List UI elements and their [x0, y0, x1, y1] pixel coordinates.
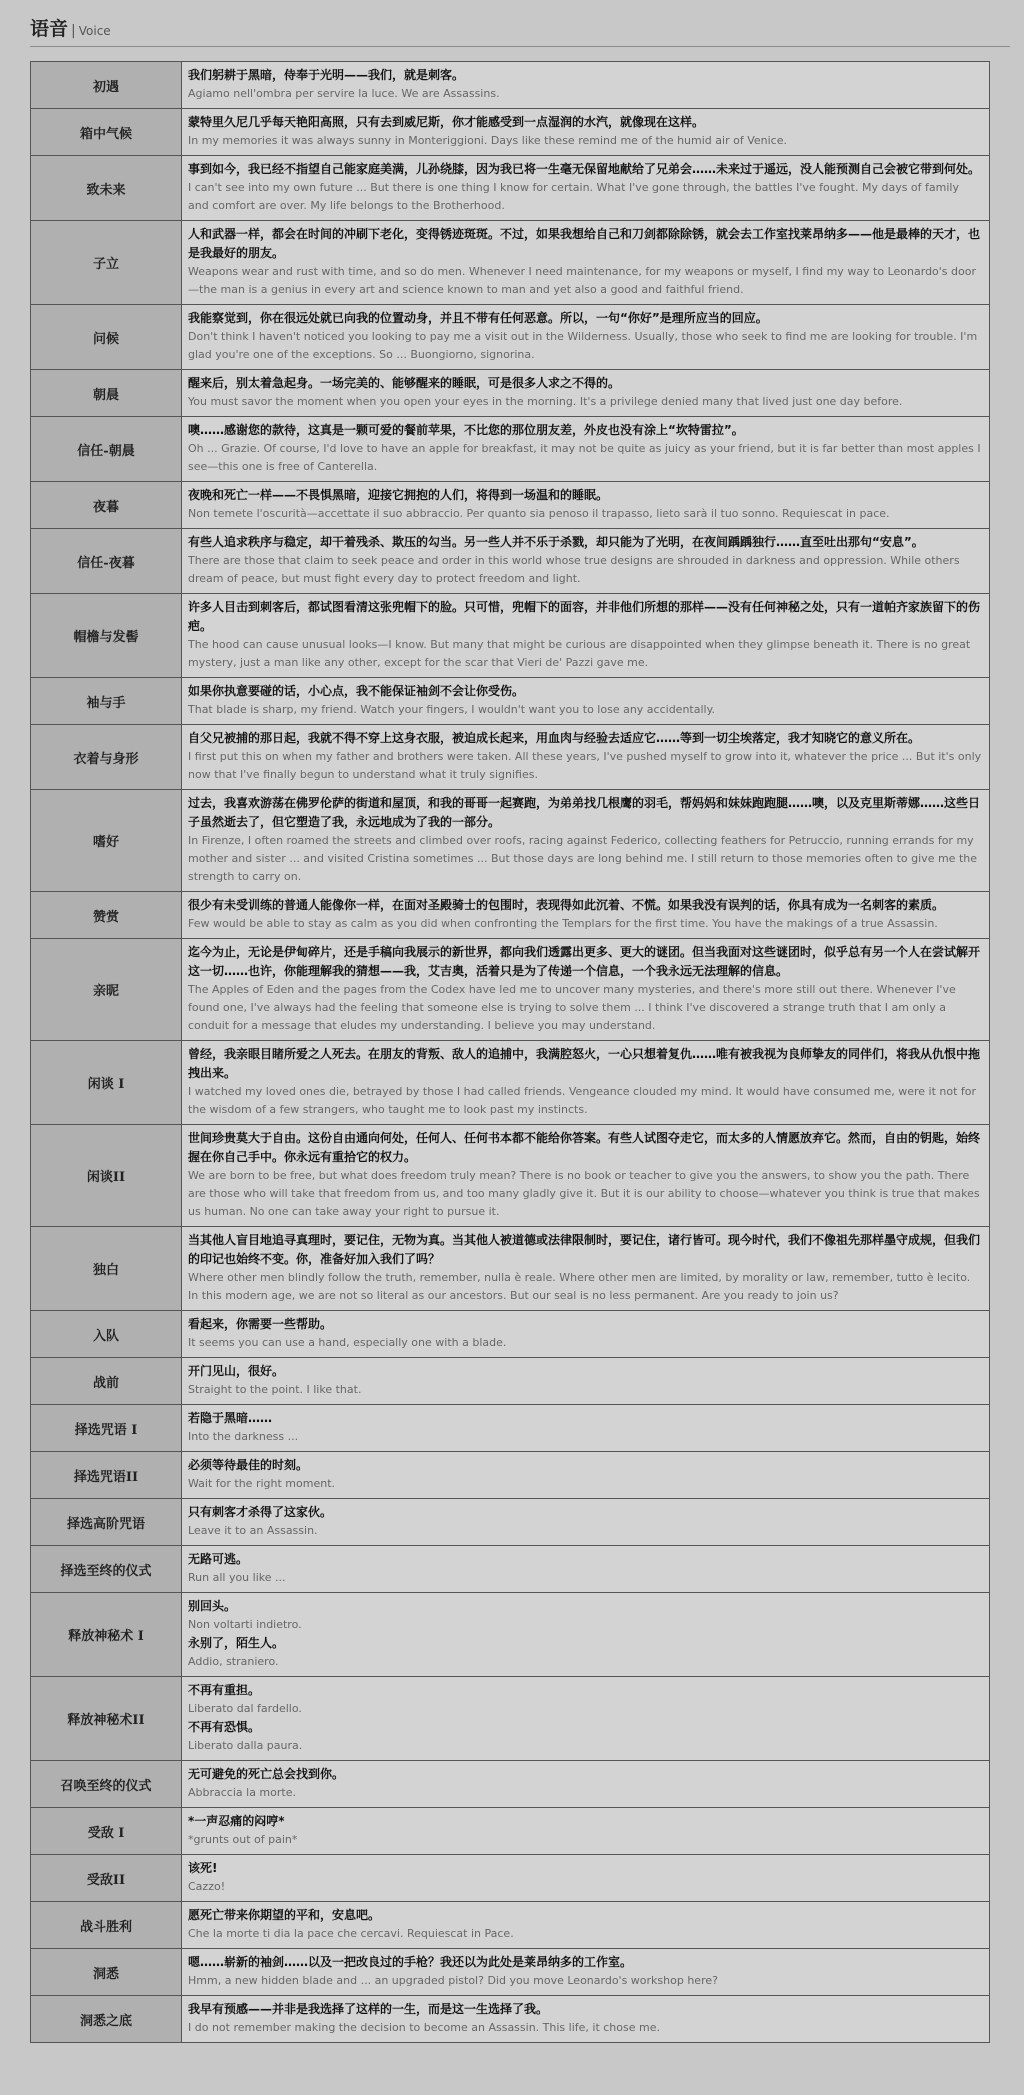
voice-row [31, 1125, 990, 1227]
voice-line-en: It seems you can use a hand, especially one with a blade. [188, 1336, 507, 1349]
voice-line-zh: 有些人追求秩序与稳定，却干着残杀、欺压的勾当。另一些人并不乐于杀戮，却只能为了光明，在夜间踽踽独行……直至吐出那句“安息”。 [188, 535, 924, 549]
voice-content [182, 1949, 990, 1996]
voice-row [31, 1546, 990, 1593]
voice-line-en: Into the darkness ... [188, 1430, 299, 1443]
voice-line-zh: 我能察觉到，你在很远处就已向我的位置动身，并且不带有任何恶意。所以，一句“你好”是理所应当的回应。 [188, 311, 768, 325]
voice-row [31, 221, 990, 305]
voice-line-zh: 别回头。 [188, 1599, 237, 1613]
voice-line-zh: 很少有未受训练的普通人能像你一样，在面对圣殿骑士的包围时，表现得如此沉着、不慌。如果我没有误判的话，你具有成为一名刺客的素质。 [188, 898, 945, 912]
voice-row [31, 1041, 990, 1125]
voice-row [31, 1677, 990, 1761]
voice-content [182, 1761, 990, 1808]
voice-row [31, 892, 990, 939]
voice-content [182, 370, 990, 417]
voice-content [182, 482, 990, 529]
voice-line-en: I watched my loved ones die, betrayed by those I had called friends. Vengeance clouded my mind. It would have consumed me, were it not for the wisdom of a few strangers, who taught me to look past my instincts. [188, 1085, 977, 1116]
voice-label: 问候 [31, 305, 182, 370]
voice-row [31, 1808, 990, 1855]
voice-label: 箱中气候 [31, 109, 182, 156]
voice-label: 受敌II [31, 1855, 182, 1902]
voice-row [31, 725, 990, 790]
voice-line-zh: 愿死亡带来你期望的平和，安息吧。 [188, 1908, 381, 1922]
voice-label: 洞悉 [31, 1949, 182, 1996]
voice-row [31, 1452, 990, 1499]
voice-content [182, 1041, 990, 1125]
voice-label: 夜暮 [31, 482, 182, 529]
voice-label: 信任-夜暮 [31, 529, 182, 594]
voice-content [182, 1405, 990, 1452]
voice-content [182, 1311, 990, 1358]
section-header [30, 8, 1010, 47]
voice-content [182, 109, 990, 156]
voice-content [182, 594, 990, 678]
section-title-en: Voice [78, 24, 111, 38]
voice-row [31, 1996, 990, 2043]
voice-line-en: In my memories it was always sunny in Monteriggioni. Days like these remind me of the humid air of Venice. [188, 134, 787, 147]
voice-line-en: Don't think I haven't noticed you looking to pay me a visit out in the Wilderness. Usually, those who seek to find me are looking for trouble. I'm glad you're one of the exceptions. So ... Buongiorno, signorina. [188, 330, 978, 361]
voice-line-zh: 醒来后，别太着急起身。一场完美的、能够醒来的睡眠，可是很多人求之不得的。 [188, 376, 621, 390]
voice-line-zh: 曾经，我亲眼目睹所爱之人死去。在朋友的背叛、敌人的追捕中，我满腔怒火，一心只想着复仇……唯有被我视为良师挚友的同伴们，将我从仇恨中拖拽出来。 [188, 1047, 981, 1080]
voice-label: 战前 [31, 1358, 182, 1405]
voice-line-en: You must savor the moment when you open your eyes in the morning. It's a privilege denied many that lived just one day before. [188, 395, 903, 408]
voice-row [31, 109, 990, 156]
voice-line-en: Agiamo nell'ombra per servire la luce. We are Assassins. [188, 87, 500, 100]
voice-line-en: The hood can cause unusual looks—I know. But many that might be curious are disappointed when they glimpse beneath it. There is no great mystery, just a man like any other, except for the scar that Vieri de' Pazzi gave me. [188, 638, 971, 669]
voice-label: 战斗胜利 [31, 1902, 182, 1949]
voice-content [182, 1358, 990, 1405]
voice-line-zh: 夜晚和死亡一样——不畏惧黑暗，迎接它拥抱的人们，将得到一场温和的睡眠。 [188, 488, 609, 502]
voice-row [31, 1311, 990, 1358]
section-title-zh: 语音 [30, 18, 69, 40]
voice-table [30, 61, 990, 2043]
voice-line-en: Oh ... Grazie. Of course, I'd love to have an apple for breakfast, it may not be quite as juicy as your friend, but it is far better than most apples I see—this one is free of Canterella. [188, 442, 981, 473]
voice-line-en: We are born to be free, but what does freedom truly mean? There is no book or teacher to give you the answers, to show you the path. There are those who will take that freedom from us, and too many gladly give it. But it is our ability to choose—whatever you think is true that makes us human. No one can take away your right to pursue it. [188, 1169, 980, 1218]
voice-label: 闲谈 I [31, 1041, 182, 1125]
voice-line-en: The Apples of Eden and the pages from the Codex have led me to uncover many mysteries, and there's more still out there. Whenever I've found one, I've always had the feeling that someone else is trying to solve them ... I think I've discovered a strange truth that I am only a conduit for a message that eludes my understanding. I believe you may understand. [188, 983, 956, 1032]
voice-line-zh: 不再有重担。 [188, 1683, 261, 1697]
voice-label: 子立 [31, 221, 182, 305]
voice-line-zh: 该死! [188, 1861, 218, 1875]
voice-line-zh: 迄今为止，无论是伊甸碎片，还是手稿向我展示的新世界，都向我们透露出更多、更大的谜团。但当我面对这些谜团时，似乎总有另一个人在尝试解开这一切……也许，你能理解我的猜想——我，艾吉奥，活着只是为了传递一个信息，一个我永远无法理解的信息。 [188, 945, 981, 978]
voice-line-zh: 蒙特里久尼几乎每天艳阳高照，只有去到威尼斯，你才能感受到一点湿润的水汽，就像现在这样。 [188, 115, 705, 129]
voice-row [31, 156, 990, 221]
voice-row [31, 1405, 990, 1452]
voice-label: 召唤至终的仪式 [31, 1761, 182, 1808]
voice-line-en: Che la morte ti dia la pace che cercavi. Requiescat in Pace. [188, 1927, 514, 1940]
voice-label: 释放神秘术 I [31, 1593, 182, 1677]
voice-content [182, 1996, 990, 2043]
voice-line-zh: 必须等待最佳的时刻。 [188, 1458, 309, 1472]
title-separator: | [71, 23, 76, 39]
voice-label: 帽檐与发髻 [31, 594, 182, 678]
voice-line-en: I do not remember making the decision to become an Assassin. This life, it chose me. [188, 2021, 660, 2034]
voice-label: 袖与手 [31, 678, 182, 725]
voice-label: 择选咒语 I [31, 1405, 182, 1452]
voice-row [31, 62, 990, 109]
voice-line-en: Liberato dal fardello. [188, 1702, 302, 1715]
voice-row [31, 594, 990, 678]
voice-line-en: Weapons wear and rust with time, and so do men. Whenever I need maintenance, for my weapons or myself, I find my way to Leonardo's door—the man is a genius in every art and science known to man and yet also a good and faithful friend. [188, 265, 977, 296]
voice-line-en: There are those that claim to seek peace and order in this world whose true designs are shrouded in darkness and oppression. While others dream of peace, but must fight every day to protect freedom and light. [188, 554, 960, 585]
voice-line-zh: 世间珍贵莫大于自由。这份自由通向何处，任何人、任何书本都不能给你答案。有些人试图夺走它，而太多的人情愿放弃它。然而，自由的钥匙，始终握在你自己手中。你永远有重拾它的权力。 [188, 1131, 981, 1164]
voice-line-en: Hmm, a new hidden blade and ... an upgraded pistol? Did you move Leonardo's workshop here? [188, 1974, 718, 1987]
voice-line-zh: 人和武器一样，都会在时间的冲刷下老化，变得锈迹斑斑。不过，如果我想给自己和刀剑都除除锈，就会去工作室找莱昂纳多——他是最棒的天才，也是我最好的朋友。 [188, 227, 981, 260]
voice-line-zh: 嗯……崭新的袖剑……以及一把改良过的手枪？我还以为此处是莱昂纳多的工作室。 [188, 1955, 633, 1969]
voice-row [31, 1902, 990, 1949]
voice-content [182, 939, 990, 1041]
voice-content [182, 62, 990, 109]
voice-label: 闲谈II [31, 1125, 182, 1227]
voice-content [182, 305, 990, 370]
voice-row [31, 1358, 990, 1405]
voice-line-en: Wait for the right moment. [188, 1477, 336, 1490]
voice-line-zh: 噢……感谢您的款待，这真是一颗可爱的餐前苹果，不比您的那位朋友差，外皮也没有涂上“坎特雷拉”。 [188, 423, 744, 437]
voice-line-zh: 开门见山，很好。 [188, 1364, 285, 1378]
voice-label: 赞赏 [31, 892, 182, 939]
voice-line-en: In Firenze, I often roamed the streets and climbed over roofs, racing against Federico, collecting feathers for Petruccio, running errands for my mother and sister ... and visited Cristina sometimes ... But those days are long behind me. I still return to those memories often to give me the strength to carry on. [188, 834, 977, 883]
voice-label: 亲昵 [31, 939, 182, 1041]
voice-content [182, 1125, 990, 1227]
voice-row [31, 482, 990, 529]
voice-line-zh: 当其他人盲目地追寻真理时，要记住，无物为真。当其他人被道德或法律限制时，要记住，诸行皆可。现今时代，我们不像祖先那样墨守成规，但我们的印记也始终不变。你，准备好加入我们了吗？ [188, 1233, 981, 1266]
voice-content [182, 1902, 990, 1949]
voice-label: 信任-朝晨 [31, 417, 182, 482]
voice-line-zh: 我早有预感——并非是我选择了这样的一生，而是这一生选择了我。 [188, 2002, 549, 2016]
voice-row [31, 1593, 990, 1677]
voice-content [182, 1593, 990, 1677]
voice-line-zh: *一声忍痛的闷哼* [188, 1814, 285, 1828]
voice-row [31, 1949, 990, 1996]
voice-row [31, 1499, 990, 1546]
voice-label: 朝晨 [31, 370, 182, 417]
voice-line-zh: 不再有恐惧。 [188, 1720, 261, 1734]
voice-label: 择选高阶咒语 [31, 1499, 182, 1546]
voice-row [31, 1761, 990, 1808]
voice-content [182, 725, 990, 790]
voice-row [31, 790, 990, 892]
voice-line-en: I can't see into my own future ... But there is one thing I know for certain. What I've gone through, the battles I've fought. My days of family and comfort are over. My life belongs to the Brotherhood. [188, 181, 959, 212]
voice-line-en: Cazzo! [188, 1880, 226, 1893]
voice-row [31, 417, 990, 482]
voice-content [182, 529, 990, 594]
voice-label: 致未来 [31, 156, 182, 221]
voice-content [182, 678, 990, 725]
voice-line-en: Where other men blindly follow the truth, remember, nulla è reale. Where other men are limited, by morality or law, remember, tutto è lecito. In this modern age, we are not so literal as our ancestors. But our seal is no less permanent. Are you ready to join us? [188, 1271, 971, 1302]
voice-label: 嗜好 [31, 790, 182, 892]
voice-content [182, 1808, 990, 1855]
voice-label: 择选咒语II [31, 1452, 182, 1499]
voice-line-zh: 许多人目击到刺客后，都试图看清这张兜帽下的脸。只可惜，兜帽下的面容，并非他们所想的那样——没有任何神秘之处，只有一道帕齐家族留下的伤疤。 [188, 600, 981, 633]
voice-line-en: Liberato dalla paura. [188, 1739, 303, 1752]
voice-row [31, 370, 990, 417]
voice-line-zh: 看起来，你需要一些帮助。 [188, 1317, 333, 1331]
voice-line-en: Non voltarti indietro. [188, 1618, 302, 1631]
voice-row [31, 1855, 990, 1902]
voice-line-zh: 无路可逃。 [188, 1552, 249, 1566]
voice-label: 受敌 I [31, 1808, 182, 1855]
voice-line-en: *grunts out of pain* [188, 1833, 298, 1846]
voice-content [182, 1499, 990, 1546]
voice-content [182, 1677, 990, 1761]
voice-line-en: That blade is sharp, my friend. Watch your fingers, I wouldn't want you to lose any accidentally. [188, 703, 716, 716]
voice-content [182, 1546, 990, 1593]
voice-line-en: Non temete l'oscurità—accettate il suo abbraccio. Per quanto sia penoso il trapasso, lieto sarà il tuo sonno. Requiescat in pace. [188, 507, 890, 520]
voice-label: 入队 [31, 1311, 182, 1358]
voice-content [182, 1227, 990, 1311]
voice-label: 释放神秘术II [31, 1677, 182, 1761]
voice-row [31, 939, 990, 1041]
voice-row [31, 678, 990, 725]
voice-line-en: Abbraccia la morte. [188, 1786, 296, 1799]
voice-line-zh: 若隐于黑暗…… [188, 1411, 273, 1425]
voice-line-zh: 自父兄被捕的那日起，我就不得不穿上这身衣服，被迫成长起来，用血肉与经验去适应它……等到一切尘埃落定，我才知晓它的意义所在。 [188, 731, 921, 745]
voice-label: 洞悉之底 [31, 1996, 182, 2043]
voice-content [182, 221, 990, 305]
voice-content [182, 1855, 990, 1902]
voice-line-en: I first put this on when my father and brothers were taken. All these years, I've pushed myself to grow into it, whatever the price ... But it's only now that I've finally begun to understand what it truly signifies. [188, 750, 982, 781]
voice-line-en: Few would be able to stay as calm as you did when confronting the Templars for the first time. You have the makings of a true Assassin. [188, 917, 938, 930]
voice-line-zh: 如果你执意要碰的话，小心点，我不能保证袖剑不会让你受伤。 [188, 684, 525, 698]
voice-line-zh: 无可避免的死亡总会找到你。 [188, 1767, 345, 1781]
voice-line-zh: 事到如今，我已经不指望自己能家庭美满，儿孙绕膝，因为我已将一生毫无保留地献给了兄弟会……未来过于遥远，没人能预测自己会被它带到何处。 [188, 162, 981, 176]
voice-label: 独白 [31, 1227, 182, 1311]
voice-label: 择选至终的仪式 [31, 1546, 182, 1593]
voice-line-en: Straight to the point. I like that. [188, 1383, 362, 1396]
voice-content [182, 1452, 990, 1499]
voice-content [182, 417, 990, 482]
voice-line-zh: 我们躬耕于黑暗，侍奉于光明——我们，就是刺客。 [188, 68, 465, 82]
voice-row [31, 305, 990, 370]
voice-line-en: Addio, straniero. [188, 1655, 279, 1668]
voice-line-en: Leave it to an Assassin. [188, 1524, 318, 1537]
voice-content [182, 892, 990, 939]
voice-line-en: Run all you like ... [188, 1571, 286, 1584]
voice-row [31, 1227, 990, 1311]
voice-label: 衣着与身形 [31, 725, 182, 790]
voice-row [31, 529, 990, 594]
voice-line-zh: 只有刺客才杀得了这家伙。 [188, 1505, 333, 1519]
voice-content [182, 156, 990, 221]
voice-label: 初遇 [31, 62, 182, 109]
voice-line-zh: 永别了，陌生人。 [188, 1636, 285, 1650]
voice-line-zh: 过去，我喜欢游荡在佛罗伦萨的街道和屋顶，和我的哥哥一起赛跑，为弟弟找几根鹰的羽毛，帮妈妈和妹妹跑跑腿……噢，以及克里斯蒂娜……这些日子虽然逝去了，但它塑造了我，永远地成为了我的一部分。 [188, 796, 981, 829]
voice-content [182, 790, 990, 892]
voice-table-body [31, 62, 990, 2043]
